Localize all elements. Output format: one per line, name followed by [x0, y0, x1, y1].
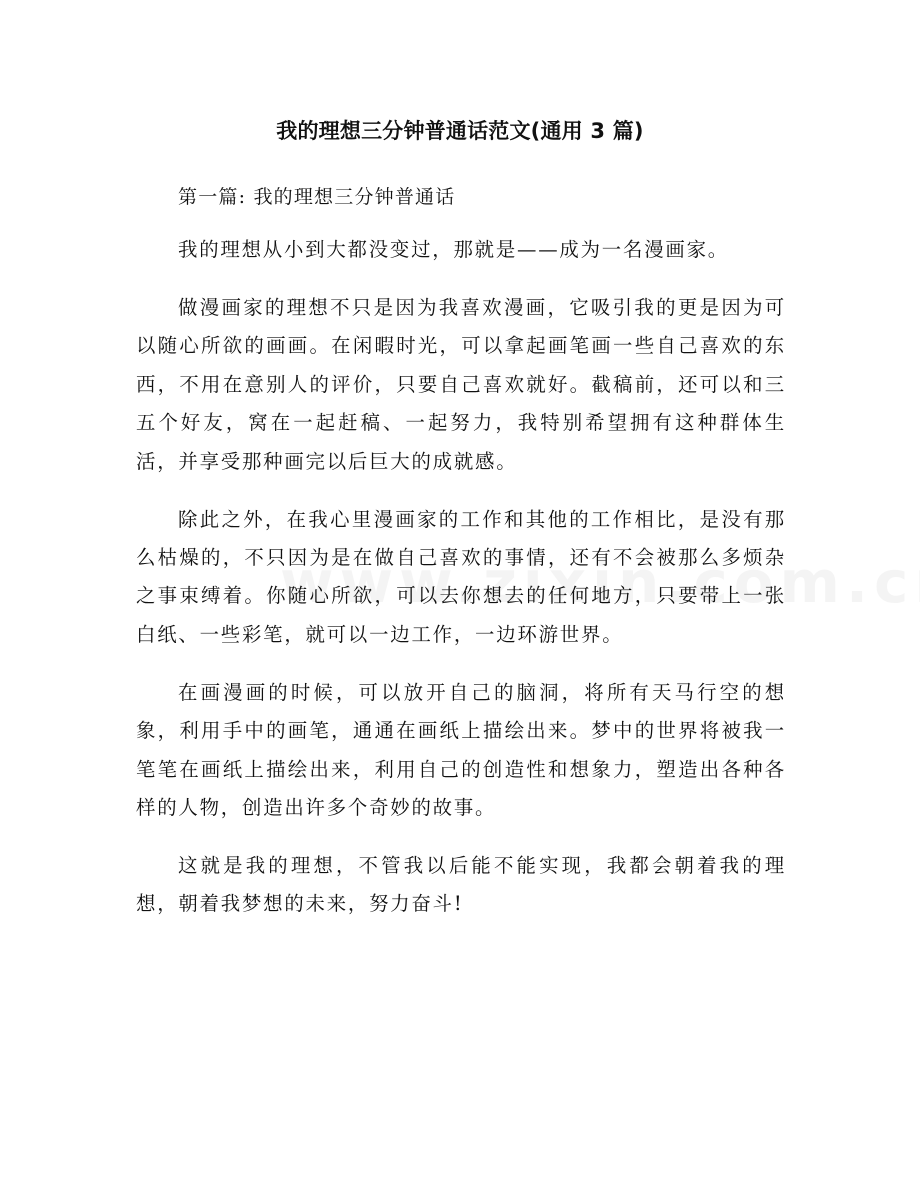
paragraph-4: 在画漫画的时候，可以放开自己的脑洞，将所有天马行空的想象，利用手中的画笔，通通在画纸上描绘出来。梦中的世界将被我一笔笔在画纸上描绘出来，利用自己的创造性和想象力，塑造出各种各样的人物，创造出许多个奇妙的故事。 — [136, 680, 786, 820]
paragraph-3: 除此之外，在我心里漫画家的工作和其他的工作相比，是没有那么枯燥的，不只因为是在做自己喜欢的事情，还有不会被那么多烦杂之事束缚着。你随心所欲，可以去你想去的任何地方，只要带上一张白纸、一些彩笔，就可以一边工作，一边环游世界。 — [136, 507, 786, 646]
paragraph-2: 做漫画家的理想不只是因为我喜欢漫画，它吸引我的更是因为可以随心所欲的画画。在闲暇时光，可以拿起画笔画一些自己喜欢的东西，不用在意别人的评价，只要自己喜欢就好。截稿前，还可以和三五个好友，窝在一起赶稿、一起努力，我特别希望拥有这种群体生活，并享受那种画完以后巨大的成就感。 — [136, 296, 786, 473]
document-subtitle: 第一篇: 我的理想三分钟普通话 — [178, 186, 456, 208]
paragraph-5: 这就是我的理想，不管我以后能不能实现，我都会朝着我的理想，朝着我梦想的未来，努力奋斗! — [136, 854, 786, 916]
paragraph-1: 我的理想从小到大都没变过，那就是——成为一名漫画家。 — [178, 238, 729, 261]
document-title: 我的理想三分钟普通话范文(通用 3 篇) — [276, 119, 644, 143]
document-body — [136, 231, 786, 943]
